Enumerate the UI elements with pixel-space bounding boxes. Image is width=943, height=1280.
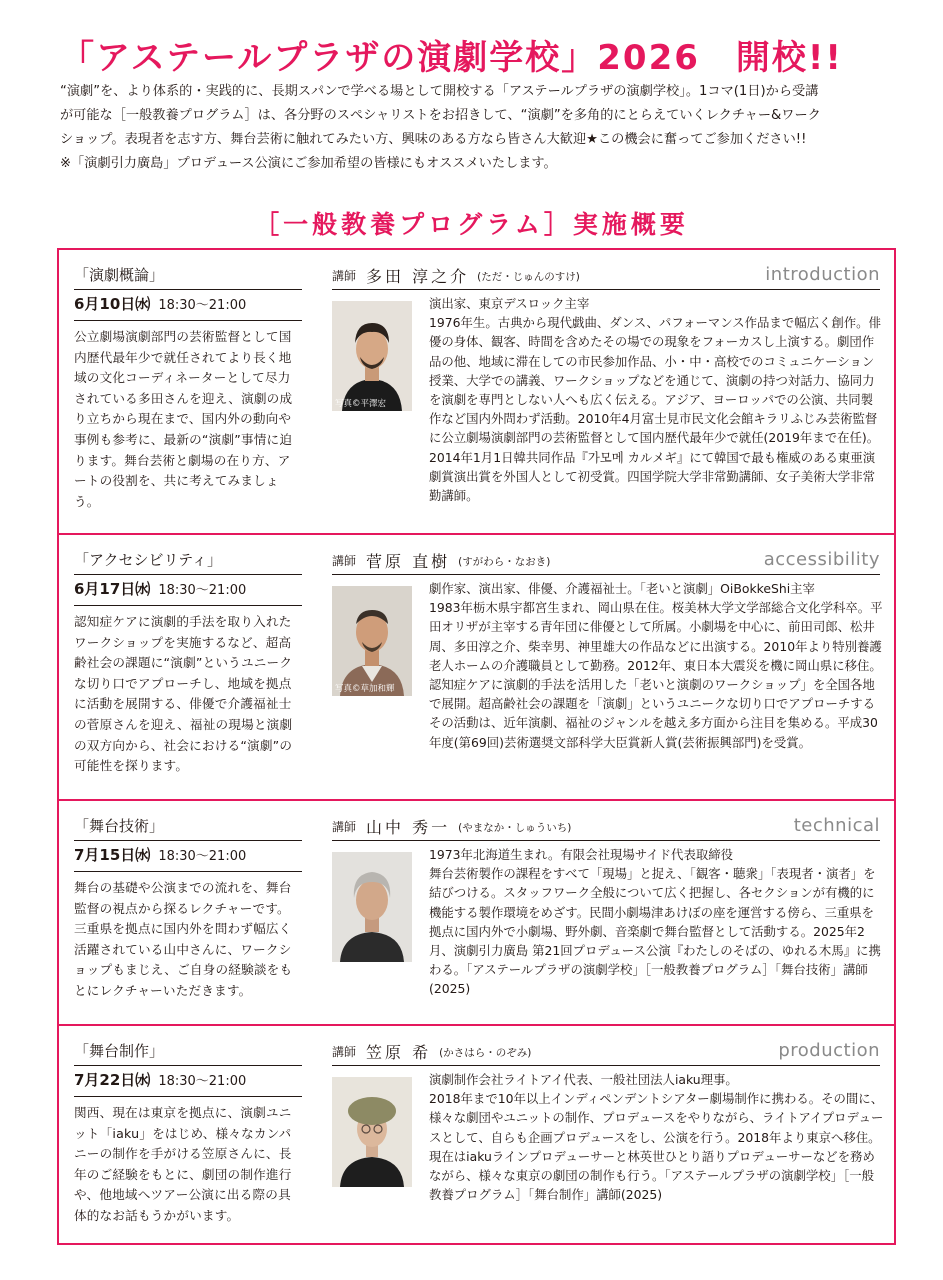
course-info xyxy=(74,264,302,512)
lecture-block xyxy=(59,533,894,799)
lecturer-bio: 劇作家、演出家、俳優、介護福祉士。「老いと演劇」OiBokkeShi主宰 1983年栃木県宇都宮生まれ、岡山県在住。桜美林大学文学部総合文化学科卒。平田オリザが主宰する青年団に俳優として所属。小劇場を中心に、前田司郎、松井周、多田淳之介、柴幸男、神里雄大の作品などに出演する。2010年より特別養護老人ホームの介護職員として勤務。2012年、東日本大震災を機に岡山県に移住。認知症ケアに演劇的手法を活用した「老いと演劇のワークショップ」を全国各地で展開。超高齢社会の課題を「演劇」というユニークな切り口でアプローチするその活動は、近年演劇、福祉のジャンルを越え多方面から注目を集める。平成30年度(第69回)芸術選奨文部科学大臣賞新人賞(芸術振興部門)を受賞。 xyxy=(429,581,883,750)
lecturer-label: 講師 xyxy=(332,1045,357,1059)
course-info xyxy=(74,1040,302,1227)
lecturer-header xyxy=(332,1040,880,1066)
lecturer-name: 多田 淳之介 xyxy=(366,267,470,286)
course-date: 6月10日㈬ xyxy=(74,295,151,313)
lecturer-kana: (かさはら・のぞみ) xyxy=(439,1047,532,1059)
lecturer-photo xyxy=(332,301,412,411)
intro-line: ショップ。表現者を志す方、舞台芸術に触れてみたい方、興味のある方なら皆さん大歓迎★この機会に奮ってご参加ください!! xyxy=(60,132,807,147)
lecturer-info xyxy=(332,549,883,750)
course-date: 6月17日㈬ xyxy=(74,580,151,598)
category-tag: introduction xyxy=(765,264,880,285)
course-title: 「舞台制作」 xyxy=(74,1040,302,1066)
course-title: 「舞台技術」 xyxy=(74,815,302,841)
lecturer-kana: (ただ・じゅんのすけ) xyxy=(477,271,580,283)
photo-credit: 写真©平澤宏 xyxy=(335,399,387,409)
course-description: 舞台の基礎や公演までの流れを、舞台監督の視点から探るレクチャーです。三重県を拠点に国内外を問わず幅広く活躍されている山中さんに、ワークショップもまじえ、ご自身の経験談をもとにレクチャーいただきます。 xyxy=(74,880,293,998)
course-time: 18:30〜21:00 xyxy=(158,849,247,864)
category-tag: technical xyxy=(793,815,880,836)
course-time: 18:30〜21:00 xyxy=(158,1074,247,1089)
course-info xyxy=(74,549,302,777)
lecturer-kana: (やまなか・しゅういち) xyxy=(458,822,572,834)
intro-line: “演劇”を、より体系的・実践的に、長期スパンで学べる場として開校する「アステールプラザの演劇学校」。1コマ(1日)から受講 xyxy=(60,84,819,99)
lecturer-photo xyxy=(332,852,412,962)
lecture-block xyxy=(59,1024,894,1243)
course-schedule xyxy=(74,290,302,321)
section-heading: ［一般教養プログラム］実施概要 xyxy=(254,210,689,239)
photo-credit: 写真©草加和輝 xyxy=(335,684,395,694)
lecturer-info xyxy=(332,264,881,504)
intro-text xyxy=(60,80,900,176)
lecturer-name: 山中 秀一 xyxy=(366,818,451,837)
page-title: 「アステールプラザの演劇学校」2026 開校!! xyxy=(60,38,843,78)
course-schedule xyxy=(74,575,302,606)
course-description: 認知症ケアに演劇的手法を取り入れたワークショップを実施するなど、超高齢社会の課題に“演劇”というユニークな切り口でアプローチし、地域を拠点に活動を展開する、俳優で介護福祉士の菅原さんを迎え、福祉の現場と演劇の双方向から、社会における“演劇”の可能性を探ります。 xyxy=(74,614,293,774)
lecturer-name: 菅原 直樹 xyxy=(366,552,451,571)
course-title: 「アクセシビリティ」 xyxy=(74,549,302,575)
lecturer-label: 講師 xyxy=(332,554,357,568)
course-description: 公立劇場演劇部門の芸術監督として国内歴代最年少で就任されてより長く地域の文化コーディネーターとして尽力されている多田さんを迎え、演劇の成り立ちから現在まで、国内外の動向や事例も参考に、最新の“演劇”事情に迫ります。舞台芸術と劇場の在り方、アートの役割を、共に考えてみましょう。 xyxy=(74,329,293,509)
lecturer-header xyxy=(332,815,880,841)
course-time: 18:30〜21:00 xyxy=(158,298,247,313)
course-time: 18:30〜21:00 xyxy=(158,583,247,598)
lecturer-photo xyxy=(332,586,412,696)
course-date: 7月22日㈬ xyxy=(74,1071,151,1089)
program-box xyxy=(57,248,896,1245)
course-info xyxy=(74,815,302,1002)
course-schedule xyxy=(74,1066,302,1097)
course-title: 「演劇概論」 xyxy=(74,264,302,290)
lecturer-kana: (すがわら・なおき) xyxy=(458,556,551,568)
intro-line: が可能な［一般教養プログラム］は、各分野のスペシャリストをお招きして、“演劇”を多角的にとらえていくレクチャー&ワーク xyxy=(60,108,821,123)
lecturer-bio: 1973年北海道生まれ。有限会社現場サイド代表取締役 舞台芸術製作の課程をすべて「現場」と捉え、「観客・聴衆」「表現者・演者」を結びつける。スタッフワーク全般について広く把握し、各セクションが有機的に機能する製作環境をめざす。民間小劇場津あけぼの座を運営する傍ら、三重県を拠点に国内外で小劇場、野外劇、音楽劇で舞台監督として活動する。2025年2月、演劇引力廣島 第21回プロデュース公演『わたしのそばの、ゆれる木馬』に携わる。「アステールプラザの演劇学校」［一般教養プログラム］「舞台技術」講師(2025) xyxy=(429,847,881,997)
intro-line: ※「演劇引力廣島」プロデュース公演にご参加希望の皆様にもオススメいたします。 xyxy=(60,156,557,171)
lecturer-photo xyxy=(332,1077,412,1187)
lecturer-label: 講師 xyxy=(332,269,357,283)
lecturer-header xyxy=(332,549,880,575)
lecturer-bio: 演劇制作会社ライトアイ代表、一般社団法人iaku理事。 2018年まで10年以上インディペンデントシアター劇場制作に携わる。その間に、様々な劇団やユニットの制作、プロデュースをやりながら、ライトアイプロデュースとして、自らも企画プロデュースをし、公演を行う。2018年より東京へ移住。現在はiakuラインプロデューサーと林英世ひとり語りプロデューサーなどを務めながら、様々な東京の劇団の制作も行う。「アステールプラザの演劇学校」［一般教養プログラム］「舞台制作」講師(2025) xyxy=(429,1072,884,1203)
lecturer-header xyxy=(332,264,880,290)
course-date: 7月15日㈬ xyxy=(74,846,151,864)
lecturer-info xyxy=(332,1040,884,1203)
category-tag: production xyxy=(778,1040,880,1061)
lecture-block xyxy=(59,799,894,1024)
lecturer-info xyxy=(332,815,881,997)
lecturer-name: 笠原 希 xyxy=(366,1043,432,1062)
category-tag: accessibility xyxy=(763,549,880,570)
lecture-block xyxy=(59,250,894,533)
lecturer-label: 講師 xyxy=(332,820,357,834)
course-schedule xyxy=(74,841,302,872)
course-description: 関西、現在は東京を拠点に、演劇ユニット「iaku」をはじめ、様々なカンパニーの制作を手がける笠原さんに、長年のご経験をもとに、劇団の制作進行や、他地域へツアー公演に出る際の具体的なお話もうかがいます。 xyxy=(74,1105,292,1223)
lecturer-bio: 演出家、東京デスロック主宰 1976年生。古典から現代戯曲、ダンス、パフォーマンス作品まで幅広く創作。俳優の身体、観客、時間を含めたその場での現象をフォーカスし上演する。劇団作品の他、地域に滞在しての市民参加作品、小・中・高校でのコミュニケーション授業、大学での講義、ワークショップなどを通じて、演劇の持つ対話力、協同力を演劇を専門としない人へも広く伝える。アジア、ヨーロッパでの公演、共同製作など国内外問わず活動。2010年4月富士見市民文化会館キラリふじみ芸術監督に公立劇場演劇部門の芸術監督として国内歴代最年少で就任(2019年まで在任)。2014年1月1日韓共同作品『가모메 カルメギ』にて韓国で最も権威のある東亜演劇賞演出賞を外国人として初受賞。四国学院大学非常勤講師、女子美術大学非常勤講師。 xyxy=(429,296,881,504)
